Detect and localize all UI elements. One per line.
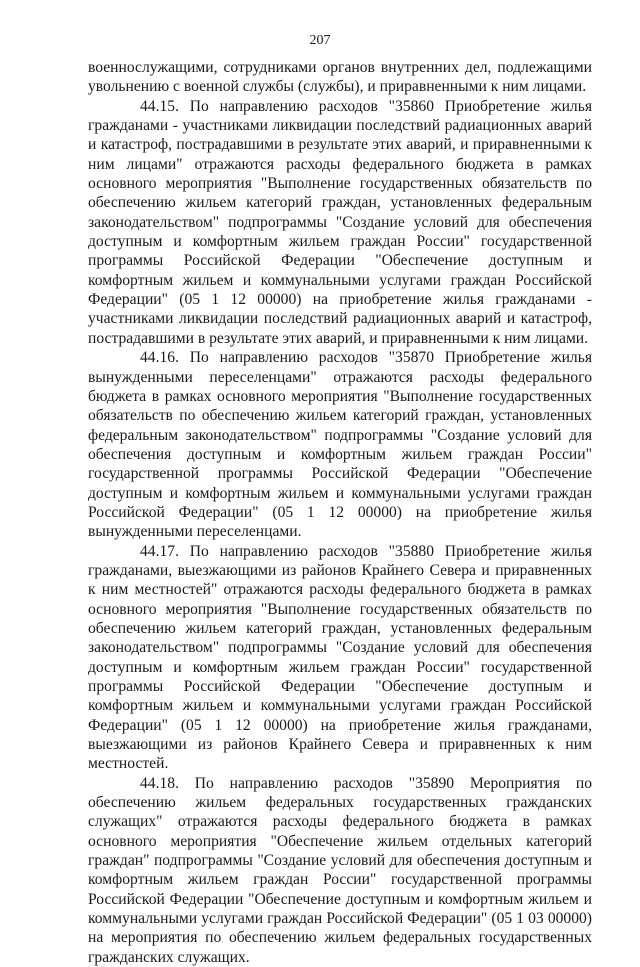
paragraph-44-18: 44.18. По направлению расходов "35890 Мероприятия по обеспечению жильем федеральных государственных гражданских служащих" отражаются расходы федерального бюджета в рамках основного мероприятия "Обеспечение жильем отдельных категорий граждан" подпрограммы "Создание условий для обеспечения доступным и комфортным жильем граждан России" государственной программы Российской Федерации "Обеспечение доступным и комфортным жильем и коммунальными услугами граждан Российской Федерации" (05 1 03 00000) на мероприятия по обеспечению жильем федеральных государственных гражданских служащих. <box>88 774 592 966</box>
paragraph-44-17: 44.17. По направлению расходов "35880 Приобретение жилья гражданами, выезжающими из районов Крайнего Севера и приравненных к ним местностей" отражаются расходы федерального бюджета в рамках основного мероприятия "Выполнение государственных обязательств по обеспечению жильем категорий граждан, установленных федеральным законодательством" подпрограммы "Создание условий для обеспечения доступным и комфортным жильем граждан России" государственной программы Российской Федерации "Обеспечение доступным и комфортным жильем и коммунальными услугами граждан Российской Федерации" (05 1 12 00000) на приобретение жилья гражданами, выезжающими из районов Крайнего Севера и приравненных к ним местностей. <box>88 542 592 773</box>
page-number: 207 <box>309 33 331 48</box>
paragraph-continuation: военнослужащими, сотрудниками органов внутренних дел, подлежащими увольнению с военной службы (службы), и приравненными к ним лицами. <box>88 59 592 96</box>
paragraph-44-15: 44.15. По направлению расходов "35860 Приобретение жилья гражданами - участниками ликвидации последствий радиационных аварий и катастроф, пострадавшими в результате этих аварий, и приравненными к ним лицами" отражаются расходы федерального бюджета в рамках основного мероприятия "Выполнение государственных обязательств по обеспечению жильем категорий граждан, установленных федеральным законодательством" подпрограммы "Создание условий для обеспечения доступным и комфортным жильем граждан России" государственной программы Российской Федерации "Обеспечение доступным и комфортным жильем и коммунальными услугами граждан Российской Федерации" (05 1 12 00000) на приобретение жилья гражданами - участниками ликвидации последствий радиационных аварий и катастроф, пострадавшими в результате этих аварий, и приравненными к ним лицами. <box>88 97 592 347</box>
document-body <box>88 58 592 967</box>
paragraph-44-16: 44.16. По направлению расходов "35870 Приобретение жилья вынужденными переселенцами" отражаются расходы федерального бюджета в рамках основного мероприятия "Выполнение государственных обязательств по обеспечению жильем категорий граждан, установленных федеральным законодательством" подпрограммы "Создание условий для обеспечения доступным и комфортным жильем граждан России" государственной программы Российской Федерации "Обеспечение доступным и комфортным жильем и коммунальными услугами граждан Российской Федерации" (05 1 12 00000) на приобретение жилья вынужденными переселенцами. <box>88 349 592 541</box>
